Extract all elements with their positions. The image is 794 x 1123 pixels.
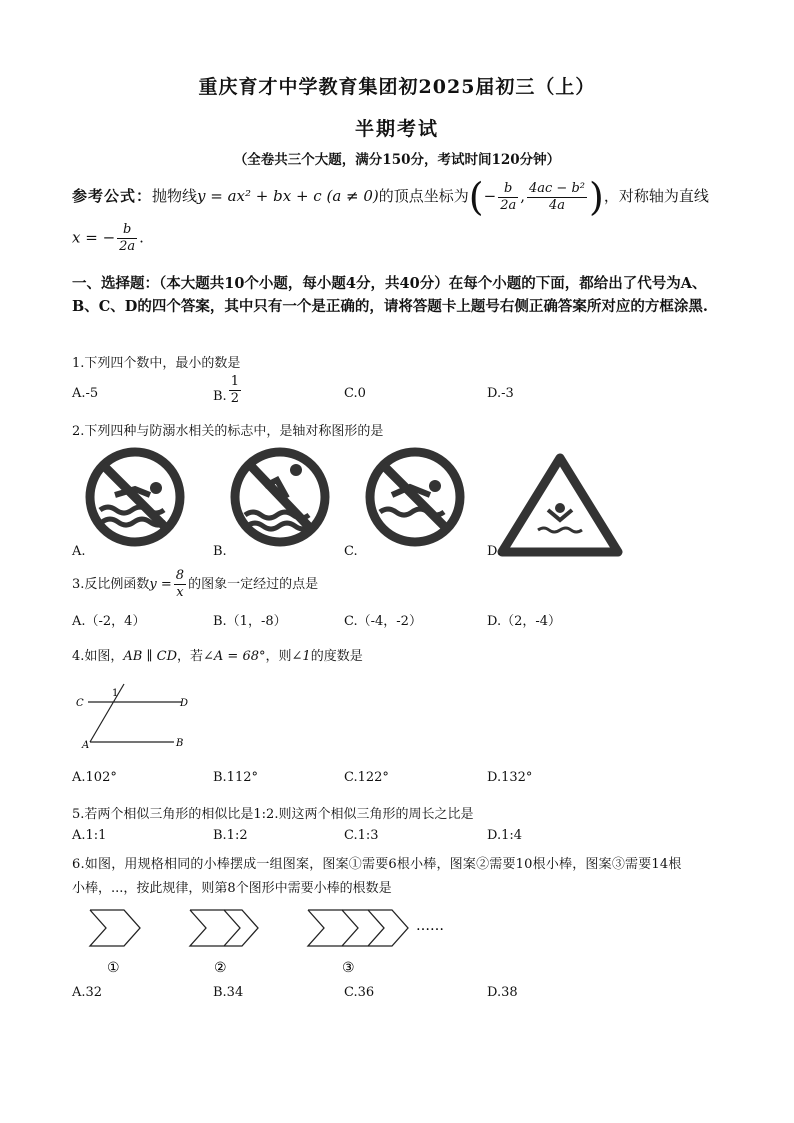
drowning-warning-sign-d	[502, 458, 618, 552]
q4-option-b[interactable]: B.112°	[213, 770, 258, 785]
q5-option-d[interactable]: D.1:4	[487, 828, 523, 843]
no-diving-sign-b	[235, 452, 325, 542]
q1-option-c[interactable]: C.0	[344, 386, 366, 401]
left-paren: (	[468, 175, 484, 219]
exam-subtitle: 半期考试	[354, 118, 439, 140]
chevron-pattern-3c	[368, 910, 408, 946]
q5-option-b[interactable]: B.1:2	[213, 828, 248, 843]
question-1-stem: 1.下列四个数中，最小的数是	[72, 356, 241, 371]
q5-option-c[interactable]: C.1:3	[344, 828, 379, 843]
formula-text-2: 的顶点坐标为	[378, 187, 469, 205]
axis-end: .	[139, 228, 144, 247]
formula-text-3: ，对称轴为直线	[603, 187, 709, 205]
q2-option-a[interactable]: A.	[72, 544, 86, 559]
axis-fraction: $\frac{b}{2a}$	[119, 222, 136, 254]
vertex-y-fraction: $\frac{\text{4ac − b²}}{4a}$	[529, 180, 585, 213]
q5-option-a[interactable]: A.1:1	[72, 828, 107, 843]
label-d: D	[180, 698, 189, 709]
q2-option-b[interactable]: B.	[213, 544, 227, 559]
figure-label-3: ③	[342, 960, 355, 976]
question-4-figure	[70, 680, 200, 755]
figure-label-2: ②	[214, 960, 227, 976]
q3-option-c[interactable]: C.（-4，-2）	[344, 614, 422, 629]
q3-option-d[interactable]: D.（2，-4）	[487, 614, 562, 629]
q2-option-d[interactable]: D.	[487, 544, 502, 559]
formula-text-1: 抛物线	[152, 187, 198, 205]
vertex-x-fraction: $\frac{b}{2a}$	[500, 180, 517, 213]
formula-label: 参考公式：	[72, 187, 153, 205]
question-4-stem: 4.如图，AB ∥ CD，若∠A = 68°，则∠1的度数是	[72, 649, 363, 664]
q3-option-b[interactable]: B.（1，-8）	[213, 614, 287, 629]
q6-option-b[interactable]: B.34	[213, 985, 244, 1000]
figure-ellipsis: ……	[416, 918, 444, 934]
question-6-figure	[80, 902, 470, 982]
q1-option-b[interactable]: B. $\frac{1}{2}$	[213, 374, 239, 406]
question-3-stem: 3.反比例函数y = $\frac{8}{x}$ 的图象一定经过的点是	[72, 568, 319, 600]
exam-note: （全卷共三个大题，满分150分，考试时间120分钟）	[233, 152, 561, 168]
q2-option-c[interactable]: C.	[344, 544, 358, 559]
right-paren: )	[589, 175, 604, 219]
question-6-stem-line-2: 小棒，...，按此规律，则第8个图形中需要小棒的根数是	[72, 881, 392, 896]
no-swimming-sign-a	[90, 452, 180, 542]
axis-lhs: x = −	[72, 228, 116, 247]
section-1-heading: 一、选择题：（本大题共10个小题，每小题4分，共40分）在每个小题的下面，都给出了代号为A、B、C、D的四个答案，其中只有一个是正确的，请将答题卡上题号右侧正确答案所对应的方框涂黑.	[72, 275, 708, 315]
label-c: C	[76, 698, 84, 709]
q6-option-c[interactable]: C.36	[344, 985, 375, 1000]
label-b: B	[176, 738, 184, 749]
q4-option-c[interactable]: C.122°	[344, 770, 389, 785]
q6-option-d[interactable]: D.38	[487, 985, 518, 1000]
q6-option-a[interactable]: A.32	[72, 985, 103, 1000]
question-2-figures	[70, 440, 630, 560]
transversal	[90, 684, 124, 742]
question-5-stem: 5.若两个相似三角形的相似比是1:2.则这两个相似三角形的周长之比是	[72, 807, 474, 822]
exam-title: 重庆育才中学教育集团初2025届初三（上）	[198, 76, 596, 98]
label-angle-1: 1	[112, 688, 119, 699]
q4-option-d[interactable]: D.132°	[487, 770, 533, 785]
chevron-pattern-3b	[342, 910, 384, 946]
q1-option-a[interactable]: A.-5	[72, 386, 99, 401]
reference-formula: 参考公式：抛物线y = ax² + bx + c (a ≠ 0)的顶点坐标为(− $\frac{b}{2a}$ , $\frac{\text{4ac − b²}}{4a}$ )，对称轴为直线 x = − $\frac{b}{2a}$ .	[72, 178, 732, 255]
parabola-expression: y = ax² + bx + c (a ≠ 0)	[197, 187, 379, 205]
chevron-pattern-3a	[308, 910, 358, 946]
figure-label-1: ①	[107, 960, 120, 976]
question-6-stem-line-1: 6.如图，用规格相同的小棒摆成一组图案，图案①需要6根小棒，图案②需要10根小棒，图案③需要14根	[72, 857, 682, 872]
question-2-stem: 2.下列四种与防溺水相关的标志中，是轴对称图形的是	[72, 424, 384, 439]
axis-line	[72, 222, 732, 255]
no-swimming-sign-c	[370, 452, 460, 542]
chevron-pattern-1	[90, 910, 140, 946]
q4-option-a[interactable]: A.102°	[72, 770, 117, 785]
q3-option-a[interactable]: A.（-2，4）	[72, 614, 146, 629]
q1-option-d[interactable]: D.-3	[487, 386, 514, 401]
chevron-pattern-2a	[190, 910, 240, 946]
label-a: A	[82, 740, 90, 751]
